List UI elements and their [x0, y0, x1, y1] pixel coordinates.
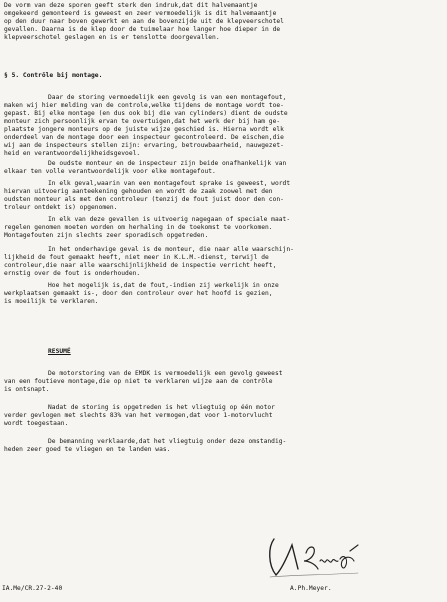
document-reference: IA.Me/CR.27-2-40 — [2, 585, 63, 592]
signature-name: A.Ph.Meyer. — [290, 585, 332, 592]
paragraph-line: maken wij hier melding van de controle,welke tijdens de montage wordt toe- — [4, 102, 284, 109]
paragraph-line: plaatste jongere monteurs op de juiste wijze geschied is. Hierna wordt elk — [4, 126, 284, 133]
resume-heading: RESUMÉ — [48, 348, 71, 355]
intro-line: klepveerschotel geslagen en is er tenslotte doorgevallen. — [4, 34, 220, 41]
paragraph-line: onderdeel van de montage door een inspecteur gecontroleerd. De eischen,die — [4, 134, 284, 141]
signature-image — [262, 531, 372, 579]
intro-line: De vorm van deze sporen geeft sterk den indruk,dat dit halvemaantje — [4, 2, 258, 9]
intro-line: omgekeerd gemonteerd is geweest en zeer vermoedelijk is dit halvemaantje — [4, 10, 277, 17]
paragraph-line: In elk geval,waarin van een montagefout sprake is geweest, wordt — [48, 180, 291, 187]
resume-line: is ontsnapt. — [4, 386, 50, 393]
paragraph-line: elkaar ten volle verantwoordelijk voor elke montagefout. — [4, 168, 216, 175]
intro-line: op den duur naar boven gewerkt en aan de bovenzijde uit de klepveerschotel — [4, 18, 284, 25]
paragraph-line: hiervan uitvoerig aanteekening gehouden en wordt de zaak zoowel met den — [4, 188, 273, 195]
paragraph-line: In het onderhavige geval is de monteur, die naar alle waarschijn- — [48, 246, 294, 253]
paragraph-line: controleur,die naar alle waarschijnlijkheid de inspectie verricht heeft, — [4, 262, 277, 269]
intro-line: gevallen. Daarna is de klep door de tuimelaar hoe langer hoe dieper in de — [4, 26, 281, 33]
resume-line: De motorstoring van de EMDK is vermoedelijk een gevolg geweest — [48, 370, 283, 377]
resume-line: wordt toegestaan. — [4, 420, 69, 427]
paragraph-line: Hoe het mogelijk is,dat de fout,-indien zij werkelijk in onze — [48, 282, 279, 289]
paragraph-line: troleur ontdekt is) opgenomen. — [4, 204, 118, 211]
paragraph-line: is moeilijk te verklaren. — [4, 298, 99, 305]
resume-line: heden zeer goed te vliegen en te landen was. — [4, 446, 171, 453]
paragraph-line: monteur zich persoonlijk ervan te overtuigen,dat het werk der bij ham ge- — [4, 118, 281, 125]
resume-line: De bemanning verklaarde,dat het vliegtuig onder deze omstandig- — [48, 438, 287, 445]
paragraph-line: oudsten monteur als met den controleur (tenzij de fout juist door den con- — [4, 196, 284, 203]
paragraph-line: heid en verantwoordelijkheidsgevoel. — [4, 150, 141, 157]
paragraph-line: wij aan de inspecteurs stellen zijn: ervaring, betrouwbaarheid, nauwgezet- — [4, 142, 284, 149]
paragraph-line: werkplaatsen gemaakt is-, door den controleur over het hoofd is gezien, — [4, 290, 273, 297]
paragraph-line: gepast. Bij elke montage (en dus ook bij die van cylinders) dient de oudste — [4, 110, 288, 117]
resume-line: van een foutieve montage,die op niet te verklaren wijze aan de contrôle — [4, 378, 273, 385]
paragraph-line: Montagefouten zijn slechts zeer sporadisch opgetreden. — [4, 232, 209, 239]
paragraph-line: ernstig over de fout is onderhouden. — [4, 270, 141, 277]
paragraph-line: regelen genomen moeten worden om herhaling in de toekomst te voorkomen. — [4, 224, 273, 231]
resume-line: verder gevlogen met slechts 83% van het vermogen,dat voor 1-motorvlucht — [4, 412, 273, 419]
resume-line: Nadat de storing is opgetreden is het vliegtuig op één motor — [48, 404, 275, 411]
paragraph-line: De oudste monteur en de inspecteur zijn beide onafhankelijk van — [48, 160, 287, 167]
paragraph-line: Daar de storing vermoedelijk een gevolg is van een montagefout, — [48, 94, 287, 101]
section-heading: § 5. Contrôle bij montage. — [4, 72, 103, 79]
paragraph-line: In elk van deze gevallen is uitvoerig nagegaan of speciale maat- — [48, 216, 291, 223]
paragraph-line: lijkheid de fout gemaakt heeft, niet meer in K.L.M.-dienst, terwijl de — [4, 254, 269, 261]
